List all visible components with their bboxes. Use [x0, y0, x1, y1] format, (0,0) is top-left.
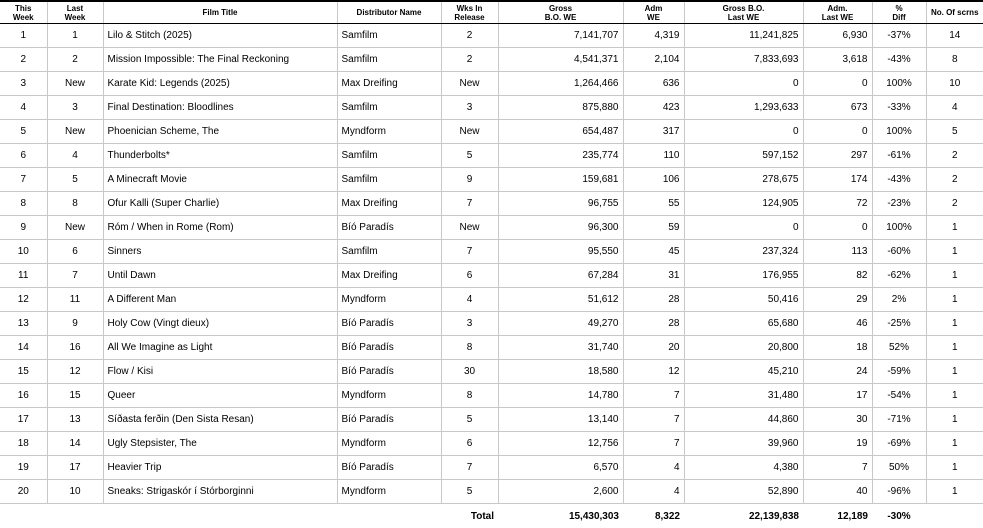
cell-screens: 1 — [926, 456, 983, 480]
cell-last-week: 3 — [47, 96, 103, 120]
cell-distributor: Samfilm — [337, 168, 441, 192]
header-distributor: Distributor Name — [337, 2, 441, 24]
cell-screens: 1 — [926, 264, 983, 288]
cell-gross-last-week: 11,241,825 — [684, 24, 803, 48]
cell-gross-last-week: 0 — [684, 72, 803, 96]
cell-gross: 235,774 — [498, 144, 623, 168]
cell-this-week: 16 — [0, 384, 47, 408]
cell-gross-last-week: 237,324 — [684, 240, 803, 264]
cell-percent-diff: 100% — [872, 120, 926, 144]
cell-last-week: 9 — [47, 312, 103, 336]
total-admissions: 8,322 — [623, 504, 684, 528]
cell-last-week: 16 — [47, 336, 103, 360]
total-gross: 15,430,303 — [498, 504, 623, 528]
cell-weeks-in-release: 8 — [441, 384, 498, 408]
cell-gross: 51,612 — [498, 288, 623, 312]
cell-this-week: 15 — [0, 360, 47, 384]
cell-screens: 10 — [926, 72, 983, 96]
table-row — [0, 192, 983, 216]
cell-gross: 654,487 — [498, 120, 623, 144]
cell-percent-diff: -96% — [872, 480, 926, 504]
table-row — [0, 96, 983, 120]
cell-weeks-in-release: 7 — [441, 456, 498, 480]
cell-distributor: Bíó Paradís — [337, 408, 441, 432]
cell-film-title: All We Imagine as Light — [103, 336, 337, 360]
cell-admissions: 7 — [623, 384, 684, 408]
cell-distributor: Myndform — [337, 288, 441, 312]
cell-gross: 6,570 — [498, 456, 623, 480]
cell-percent-diff: 2% — [872, 288, 926, 312]
header-film-title: Film Title — [103, 2, 337, 24]
total-percent-diff: -30% — [872, 504, 926, 528]
cell-this-week: 8 — [0, 192, 47, 216]
table-body — [0, 24, 983, 504]
cell-this-week: 13 — [0, 312, 47, 336]
cell-weeks-in-release: 3 — [441, 96, 498, 120]
cell-gross-last-week: 7,833,693 — [684, 48, 803, 72]
cell-percent-diff: -60% — [872, 240, 926, 264]
cell-gross: 2,600 — [498, 480, 623, 504]
cell-distributor: Samfilm — [337, 24, 441, 48]
cell-distributor: Max Dreifing — [337, 264, 441, 288]
cell-distributor: Bíó Paradís — [337, 216, 441, 240]
cell-gross-last-week: 52,890 — [684, 480, 803, 504]
total-label: Total — [441, 504, 498, 528]
cell-distributor: Bíó Paradís — [337, 312, 441, 336]
cell-last-week: 8 — [47, 192, 103, 216]
cell-weeks-in-release: 3 — [441, 312, 498, 336]
header-percent-diff: % Diff — [872, 2, 926, 24]
cell-gross-last-week: 278,675 — [684, 168, 803, 192]
cell-screens: 1 — [926, 408, 983, 432]
cell-admissions: 106 — [623, 168, 684, 192]
cell-admissions-last-week: 673 — [803, 96, 872, 120]
cell-gross: 159,681 — [498, 168, 623, 192]
cell-admissions-last-week: 0 — [803, 120, 872, 144]
cell-admissions: 2,104 — [623, 48, 684, 72]
table-row — [0, 120, 983, 144]
table-row — [0, 360, 983, 384]
cell-last-week: 1 — [47, 24, 103, 48]
cell-screens: 1 — [926, 384, 983, 408]
cell-admissions-last-week: 18 — [803, 336, 872, 360]
cell-gross: 67,284 — [498, 264, 623, 288]
cell-admissions-last-week: 3,618 — [803, 48, 872, 72]
cell-weeks-in-release: 2 — [441, 24, 498, 48]
cell-film-title: Thunderbolts* — [103, 144, 337, 168]
table-row — [0, 456, 983, 480]
table-row — [0, 384, 983, 408]
cell-this-week: 17 — [0, 408, 47, 432]
cell-admissions: 20 — [623, 336, 684, 360]
cell-this-week: 11 — [0, 264, 47, 288]
cell-distributor: Samfilm — [337, 48, 441, 72]
cell-distributor: Myndform — [337, 480, 441, 504]
cell-last-week: 15 — [47, 384, 103, 408]
cell-percent-diff: 100% — [872, 216, 926, 240]
cell-admissions: 4,319 — [623, 24, 684, 48]
cell-admissions-last-week: 113 — [803, 240, 872, 264]
table-row — [0, 408, 983, 432]
table-row — [0, 144, 983, 168]
cell-admissions: 4 — [623, 456, 684, 480]
header-gross-last-week: Gross B.O. Last WE — [684, 2, 803, 24]
cell-film-title: Sneaks: Strigaskór í Stórborginni — [103, 480, 337, 504]
cell-admissions-last-week: 6,930 — [803, 24, 872, 48]
cell-distributor: Myndform — [337, 432, 441, 456]
cell-screens: 14 — [926, 24, 983, 48]
cell-screens: 1 — [926, 432, 983, 456]
cell-distributor: Samfilm — [337, 240, 441, 264]
table-row — [0, 432, 983, 456]
cell-percent-diff: -54% — [872, 384, 926, 408]
cell-screens: 8 — [926, 48, 983, 72]
cell-admissions: 317 — [623, 120, 684, 144]
cell-percent-diff: -71% — [872, 408, 926, 432]
cell-gross-last-week: 124,905 — [684, 192, 803, 216]
cell-this-week: 4 — [0, 96, 47, 120]
cell-admissions: 12 — [623, 360, 684, 384]
table-row — [0, 168, 983, 192]
cell-percent-diff: 100% — [872, 72, 926, 96]
cell-film-title: A Minecraft Movie — [103, 168, 337, 192]
table-row — [0, 24, 983, 48]
header-gross: Gross B.O. WE — [498, 2, 623, 24]
total-gross-last-week: 22,139,838 — [684, 504, 803, 528]
cell-weeks-in-release: 30 — [441, 360, 498, 384]
cell-screens: 1 — [926, 216, 983, 240]
cell-gross-last-week: 1,293,633 — [684, 96, 803, 120]
cell-weeks-in-release: 7 — [441, 192, 498, 216]
cell-gross-last-week: 44,860 — [684, 408, 803, 432]
cell-last-week: New — [47, 120, 103, 144]
cell-last-week: 13 — [47, 408, 103, 432]
cell-last-week: 17 — [47, 456, 103, 480]
cell-admissions: 55 — [623, 192, 684, 216]
cell-last-week: 14 — [47, 432, 103, 456]
cell-gross-last-week: 65,680 — [684, 312, 803, 336]
cell-this-week: 20 — [0, 480, 47, 504]
table-row — [0, 288, 983, 312]
cell-screens: 1 — [926, 312, 983, 336]
cell-distributor: Max Dreifing — [337, 72, 441, 96]
cell-percent-diff: -59% — [872, 360, 926, 384]
cell-percent-diff: -69% — [872, 432, 926, 456]
cell-last-week: 11 — [47, 288, 103, 312]
cell-gross-last-week: 0 — [684, 120, 803, 144]
cell-screens: 1 — [926, 336, 983, 360]
cell-percent-diff: -23% — [872, 192, 926, 216]
table-row — [0, 336, 983, 360]
cell-admissions-last-week: 72 — [803, 192, 872, 216]
cell-this-week: 14 — [0, 336, 47, 360]
cell-distributor: Bíó Paradís — [337, 456, 441, 480]
table-row — [0, 480, 983, 504]
cell-film-title: Lilo & Stitch (2025) — [103, 24, 337, 48]
cell-gross-last-week: 50,416 — [684, 288, 803, 312]
cell-admissions-last-week: 17 — [803, 384, 872, 408]
cell-percent-diff: -25% — [872, 312, 926, 336]
total-row — [0, 504, 983, 528]
cell-film-title: Until Dawn — [103, 264, 337, 288]
cell-screens: 5 — [926, 120, 983, 144]
cell-screens: 4 — [926, 96, 983, 120]
cell-this-week: 2 — [0, 48, 47, 72]
cell-film-title: Final Destination: Bloodlines — [103, 96, 337, 120]
cell-weeks-in-release: 6 — [441, 264, 498, 288]
cell-gross: 7,141,707 — [498, 24, 623, 48]
total-admissions-last-week: 12,189 — [803, 504, 872, 528]
cell-admissions: 7 — [623, 432, 684, 456]
cell-distributor: Myndform — [337, 120, 441, 144]
cell-admissions-last-week: 29 — [803, 288, 872, 312]
cell-gross-last-week: 45,210 — [684, 360, 803, 384]
cell-weeks-in-release: 5 — [441, 408, 498, 432]
header-screens: No. Of scrns — [926, 2, 983, 24]
cell-weeks-in-release: 5 — [441, 480, 498, 504]
cell-gross: 4,541,371 — [498, 48, 623, 72]
cell-admissions: 45 — [623, 240, 684, 264]
cell-admissions-last-week: 40 — [803, 480, 872, 504]
cell-admissions: 4 — [623, 480, 684, 504]
table-row — [0, 240, 983, 264]
cell-gross-last-week: 0 — [684, 216, 803, 240]
cell-weeks-in-release: 2 — [441, 48, 498, 72]
cell-distributor: Samfilm — [337, 144, 441, 168]
cell-gross: 1,264,466 — [498, 72, 623, 96]
cell-admissions: 28 — [623, 312, 684, 336]
cell-percent-diff: -61% — [872, 144, 926, 168]
cell-last-week: 4 — [47, 144, 103, 168]
cell-film-title: Sinners — [103, 240, 337, 264]
cell-weeks-in-release: 5 — [441, 144, 498, 168]
cell-film-title: Karate Kid: Legends (2025) — [103, 72, 337, 96]
cell-film-title: Phoenician Scheme, The — [103, 120, 337, 144]
cell-last-week: 6 — [47, 240, 103, 264]
cell-admissions-last-week: 46 — [803, 312, 872, 336]
cell-film-title: Heavier Trip — [103, 456, 337, 480]
cell-admissions-last-week: 30 — [803, 408, 872, 432]
cell-this-week: 9 — [0, 216, 47, 240]
table-row — [0, 72, 983, 96]
cell-distributor: Max Dreifing — [337, 192, 441, 216]
cell-gross: 96,755 — [498, 192, 623, 216]
cell-this-week: 18 — [0, 432, 47, 456]
cell-screens: 2 — [926, 168, 983, 192]
cell-admissions-last-week: 0 — [803, 72, 872, 96]
cell-film-title: Ugly Stepsister, The — [103, 432, 337, 456]
cell-this-week: 19 — [0, 456, 47, 480]
cell-film-title: A Different Man — [103, 288, 337, 312]
cell-gross-last-week: 20,800 — [684, 336, 803, 360]
cell-screens: 2 — [926, 144, 983, 168]
cell-admissions: 31 — [623, 264, 684, 288]
cell-admissions-last-week: 0 — [803, 216, 872, 240]
cell-percent-diff: -43% — [872, 168, 926, 192]
cell-screens: 1 — [926, 240, 983, 264]
cell-weeks-in-release: 6 — [441, 432, 498, 456]
header-this-week: This Week — [0, 2, 47, 24]
cell-gross: 18,580 — [498, 360, 623, 384]
cell-this-week: 6 — [0, 144, 47, 168]
cell-percent-diff: 50% — [872, 456, 926, 480]
cell-screens: 1 — [926, 288, 983, 312]
cell-gross-last-week: 176,955 — [684, 264, 803, 288]
cell-film-title: Róm / When in Rome (Rom) — [103, 216, 337, 240]
cell-percent-diff: -43% — [872, 48, 926, 72]
cell-gross: 12,756 — [498, 432, 623, 456]
cell-screens: 1 — [926, 360, 983, 384]
header-last-week: Last Week — [47, 2, 103, 24]
cell-this-week: 3 — [0, 72, 47, 96]
cell-weeks-in-release: New — [441, 72, 498, 96]
header-row — [0, 2, 983, 24]
table-row — [0, 48, 983, 72]
cell-admissions: 28 — [623, 288, 684, 312]
cell-gross-last-week: 39,960 — [684, 432, 803, 456]
cell-admissions-last-week: 7 — [803, 456, 872, 480]
cell-film-title: Mission Impossible: The Final Reckoning — [103, 48, 337, 72]
cell-last-week: 7 — [47, 264, 103, 288]
cell-distributor: Bíó Paradís — [337, 336, 441, 360]
cell-film-title: Flow / Kisi — [103, 360, 337, 384]
cell-film-title: Queer — [103, 384, 337, 408]
cell-gross: 31,740 — [498, 336, 623, 360]
cell-gross: 875,880 — [498, 96, 623, 120]
cell-admissions-last-week: 82 — [803, 264, 872, 288]
cell-distributor: Myndform — [337, 384, 441, 408]
cell-admissions: 110 — [623, 144, 684, 168]
cell-gross: 13,140 — [498, 408, 623, 432]
cell-last-week: 10 — [47, 480, 103, 504]
table-row — [0, 264, 983, 288]
header-weeks-in-release: Wks In Release — [441, 2, 498, 24]
cell-distributor: Samfilm — [337, 96, 441, 120]
cell-film-title: Síðasta ferðin (Den Sista Resan) — [103, 408, 337, 432]
cell-last-week: New — [47, 216, 103, 240]
cell-gross-last-week: 31,480 — [684, 384, 803, 408]
cell-gross-last-week: 597,152 — [684, 144, 803, 168]
table-row — [0, 216, 983, 240]
cell-screens: 1 — [926, 480, 983, 504]
cell-gross: 14,780 — [498, 384, 623, 408]
cell-weeks-in-release: 4 — [441, 288, 498, 312]
cell-gross-last-week: 4,380 — [684, 456, 803, 480]
cell-last-week: 12 — [47, 360, 103, 384]
cell-weeks-in-release: 9 — [441, 168, 498, 192]
cell-this-week: 7 — [0, 168, 47, 192]
cell-admissions-last-week: 174 — [803, 168, 872, 192]
cell-gross: 49,270 — [498, 312, 623, 336]
cell-this-week: 5 — [0, 120, 47, 144]
cell-last-week: New — [47, 72, 103, 96]
cell-admissions: 423 — [623, 96, 684, 120]
cell-film-title: Holy Cow (Vingt dieux) — [103, 312, 337, 336]
table-row — [0, 312, 983, 336]
cell-last-week: 2 — [47, 48, 103, 72]
cell-percent-diff: 52% — [872, 336, 926, 360]
cell-weeks-in-release: New — [441, 216, 498, 240]
header-admissions: Adm WE — [623, 2, 684, 24]
cell-weeks-in-release: New — [441, 120, 498, 144]
cell-admissions: 59 — [623, 216, 684, 240]
cell-percent-diff: -37% — [872, 24, 926, 48]
header-admissions-last-week: Adm. Last WE — [803, 2, 872, 24]
cell-percent-diff: -33% — [872, 96, 926, 120]
cell-last-week: 5 — [47, 168, 103, 192]
cell-distributor: Bíó Paradís — [337, 360, 441, 384]
cell-admissions: 636 — [623, 72, 684, 96]
cell-weeks-in-release: 8 — [441, 336, 498, 360]
cell-this-week: 12 — [0, 288, 47, 312]
cell-percent-diff: -62% — [872, 264, 926, 288]
cell-admissions-last-week: 24 — [803, 360, 872, 384]
cell-this-week: 1 — [0, 24, 47, 48]
cell-admissions-last-week: 297 — [803, 144, 872, 168]
cell-admissions-last-week: 19 — [803, 432, 872, 456]
cell-film-title: Ofur Kalli (Super Charlie) — [103, 192, 337, 216]
cell-gross: 95,550 — [498, 240, 623, 264]
cell-gross: 96,300 — [498, 216, 623, 240]
cell-weeks-in-release: 7 — [441, 240, 498, 264]
cell-admissions: 7 — [623, 408, 684, 432]
cell-screens: 2 — [926, 192, 983, 216]
cell-this-week: 10 — [0, 240, 47, 264]
